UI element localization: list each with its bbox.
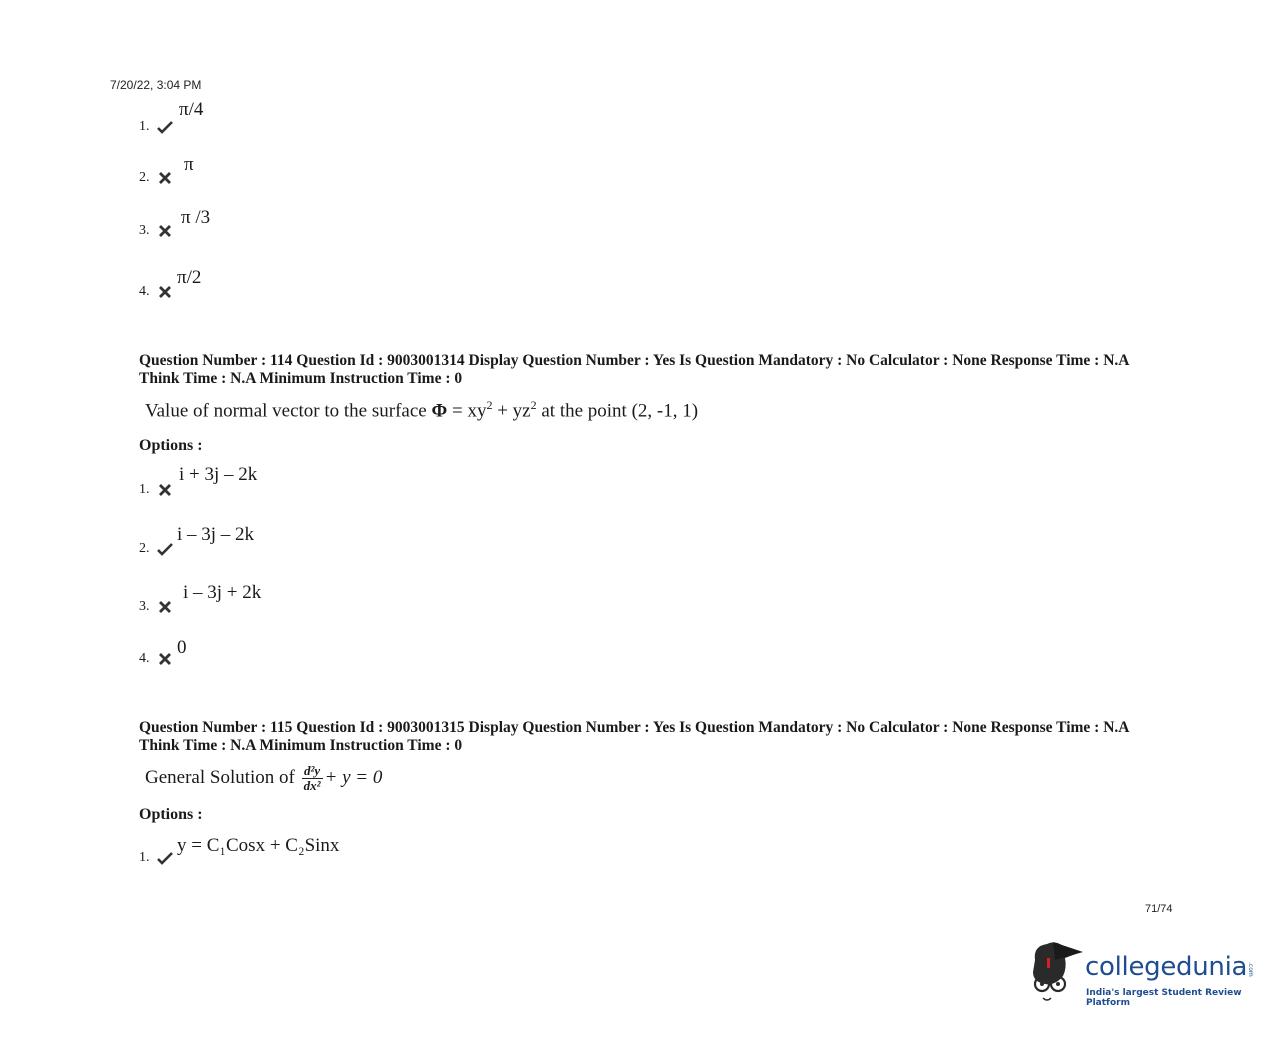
option-text: π /3: [181, 207, 211, 228]
option-number: 1.: [139, 482, 150, 497]
option-number: 4.: [139, 651, 150, 666]
option-number: 2.: [139, 541, 150, 556]
q114-option-3: [139, 575, 539, 615]
q114-option-2: [139, 517, 539, 557]
prev-option-1: [139, 95, 539, 135]
brand-suffix: .com: [1247, 962, 1254, 977]
wrong-cross-icon: [157, 224, 173, 238]
option-text: π/2: [177, 267, 202, 288]
fraction-numerator: d²y: [302, 764, 323, 779]
question-text-prefix: Value of normal vector to the surface: [145, 400, 432, 422]
wrong-cross-icon: [157, 652, 173, 666]
q114-option-4: [139, 627, 539, 667]
question-text-suffix: + y = 0: [324, 766, 383, 788]
question-115-text: [145, 764, 382, 793]
wrong-cross-icon: [157, 285, 173, 299]
option-number: 3.: [139, 599, 150, 614]
print-timestamp: 7/20/22, 3:04 PM: [110, 78, 202, 92]
option-number: 1.: [139, 850, 150, 865]
question-text-suffix: at the point (2, -1, 1): [536, 400, 699, 422]
option-text: 0: [177, 637, 187, 658]
q115-option-1: [139, 826, 539, 866]
wrong-cross-icon: [157, 600, 173, 614]
option-number: 4.: [139, 284, 150, 299]
option-text: i + 3j – 2k: [179, 464, 258, 485]
page-number: 71/74: [1145, 903, 1173, 915]
options-label: Options :: [139, 806, 203, 823]
superscript: 2: [530, 398, 537, 412]
option-text: π/4: [179, 99, 204, 120]
fraction-denominator: dx²: [303, 778, 321, 793]
correct-check-icon: [157, 851, 173, 865]
superscript: 2: [486, 398, 493, 412]
wrong-cross-icon: [157, 171, 173, 185]
option-number: 1.: [139, 119, 150, 134]
phi-symbol: Φ: [431, 400, 448, 422]
question-115-meta: Question Number : 115 Question Id : 9003001315 Display Question Number : Yes Is Question Mandatory : No Calculator : None Response Time : N.A Think Time : N.A Minimum Instruction Time : 0: [139, 719, 1129, 754]
collegedunia-logo[interactable]: [1025, 938, 1265, 1008]
prev-option-4: [139, 260, 539, 300]
question-text-eq: = xy: [447, 400, 487, 422]
correct-check-icon: [157, 542, 173, 556]
option-text: π: [184, 154, 194, 175]
wrong-cross-icon: [157, 483, 173, 497]
option-text: y = C₁Cosx + C₂Sinx: [177, 835, 340, 856]
correct-check-icon: [157, 120, 173, 134]
option-number: 3.: [139, 223, 150, 238]
prev-option-2: [139, 146, 539, 186]
question-114-text: [145, 398, 698, 422]
mascot-icon: [1025, 938, 1085, 1008]
derivative-fraction: [302, 764, 323, 793]
option-text: i – 3j – 2k: [177, 524, 255, 545]
q114-option-1: [139, 458, 539, 498]
brand-name: collegedunia: [1085, 952, 1248, 982]
option-text: i – 3j + 2k: [183, 582, 262, 603]
brand-tagline: India's largest Student Review Platform: [1086, 988, 1242, 1008]
question-114-meta: Question Number : 114 Question Id : 9003001314 Display Question Number : Yes Is Question Mandatory : No Calculator : None Response Time : N.A Think Time : N.A Minimum Instruction Time : 0: [139, 352, 1129, 387]
prev-option-3: [139, 199, 539, 239]
question-text-prefix: General Solution of: [145, 766, 300, 788]
options-label: Options :: [139, 437, 203, 454]
option-number: 2.: [139, 170, 150, 185]
question-text-mid: + yz: [492, 400, 531, 422]
